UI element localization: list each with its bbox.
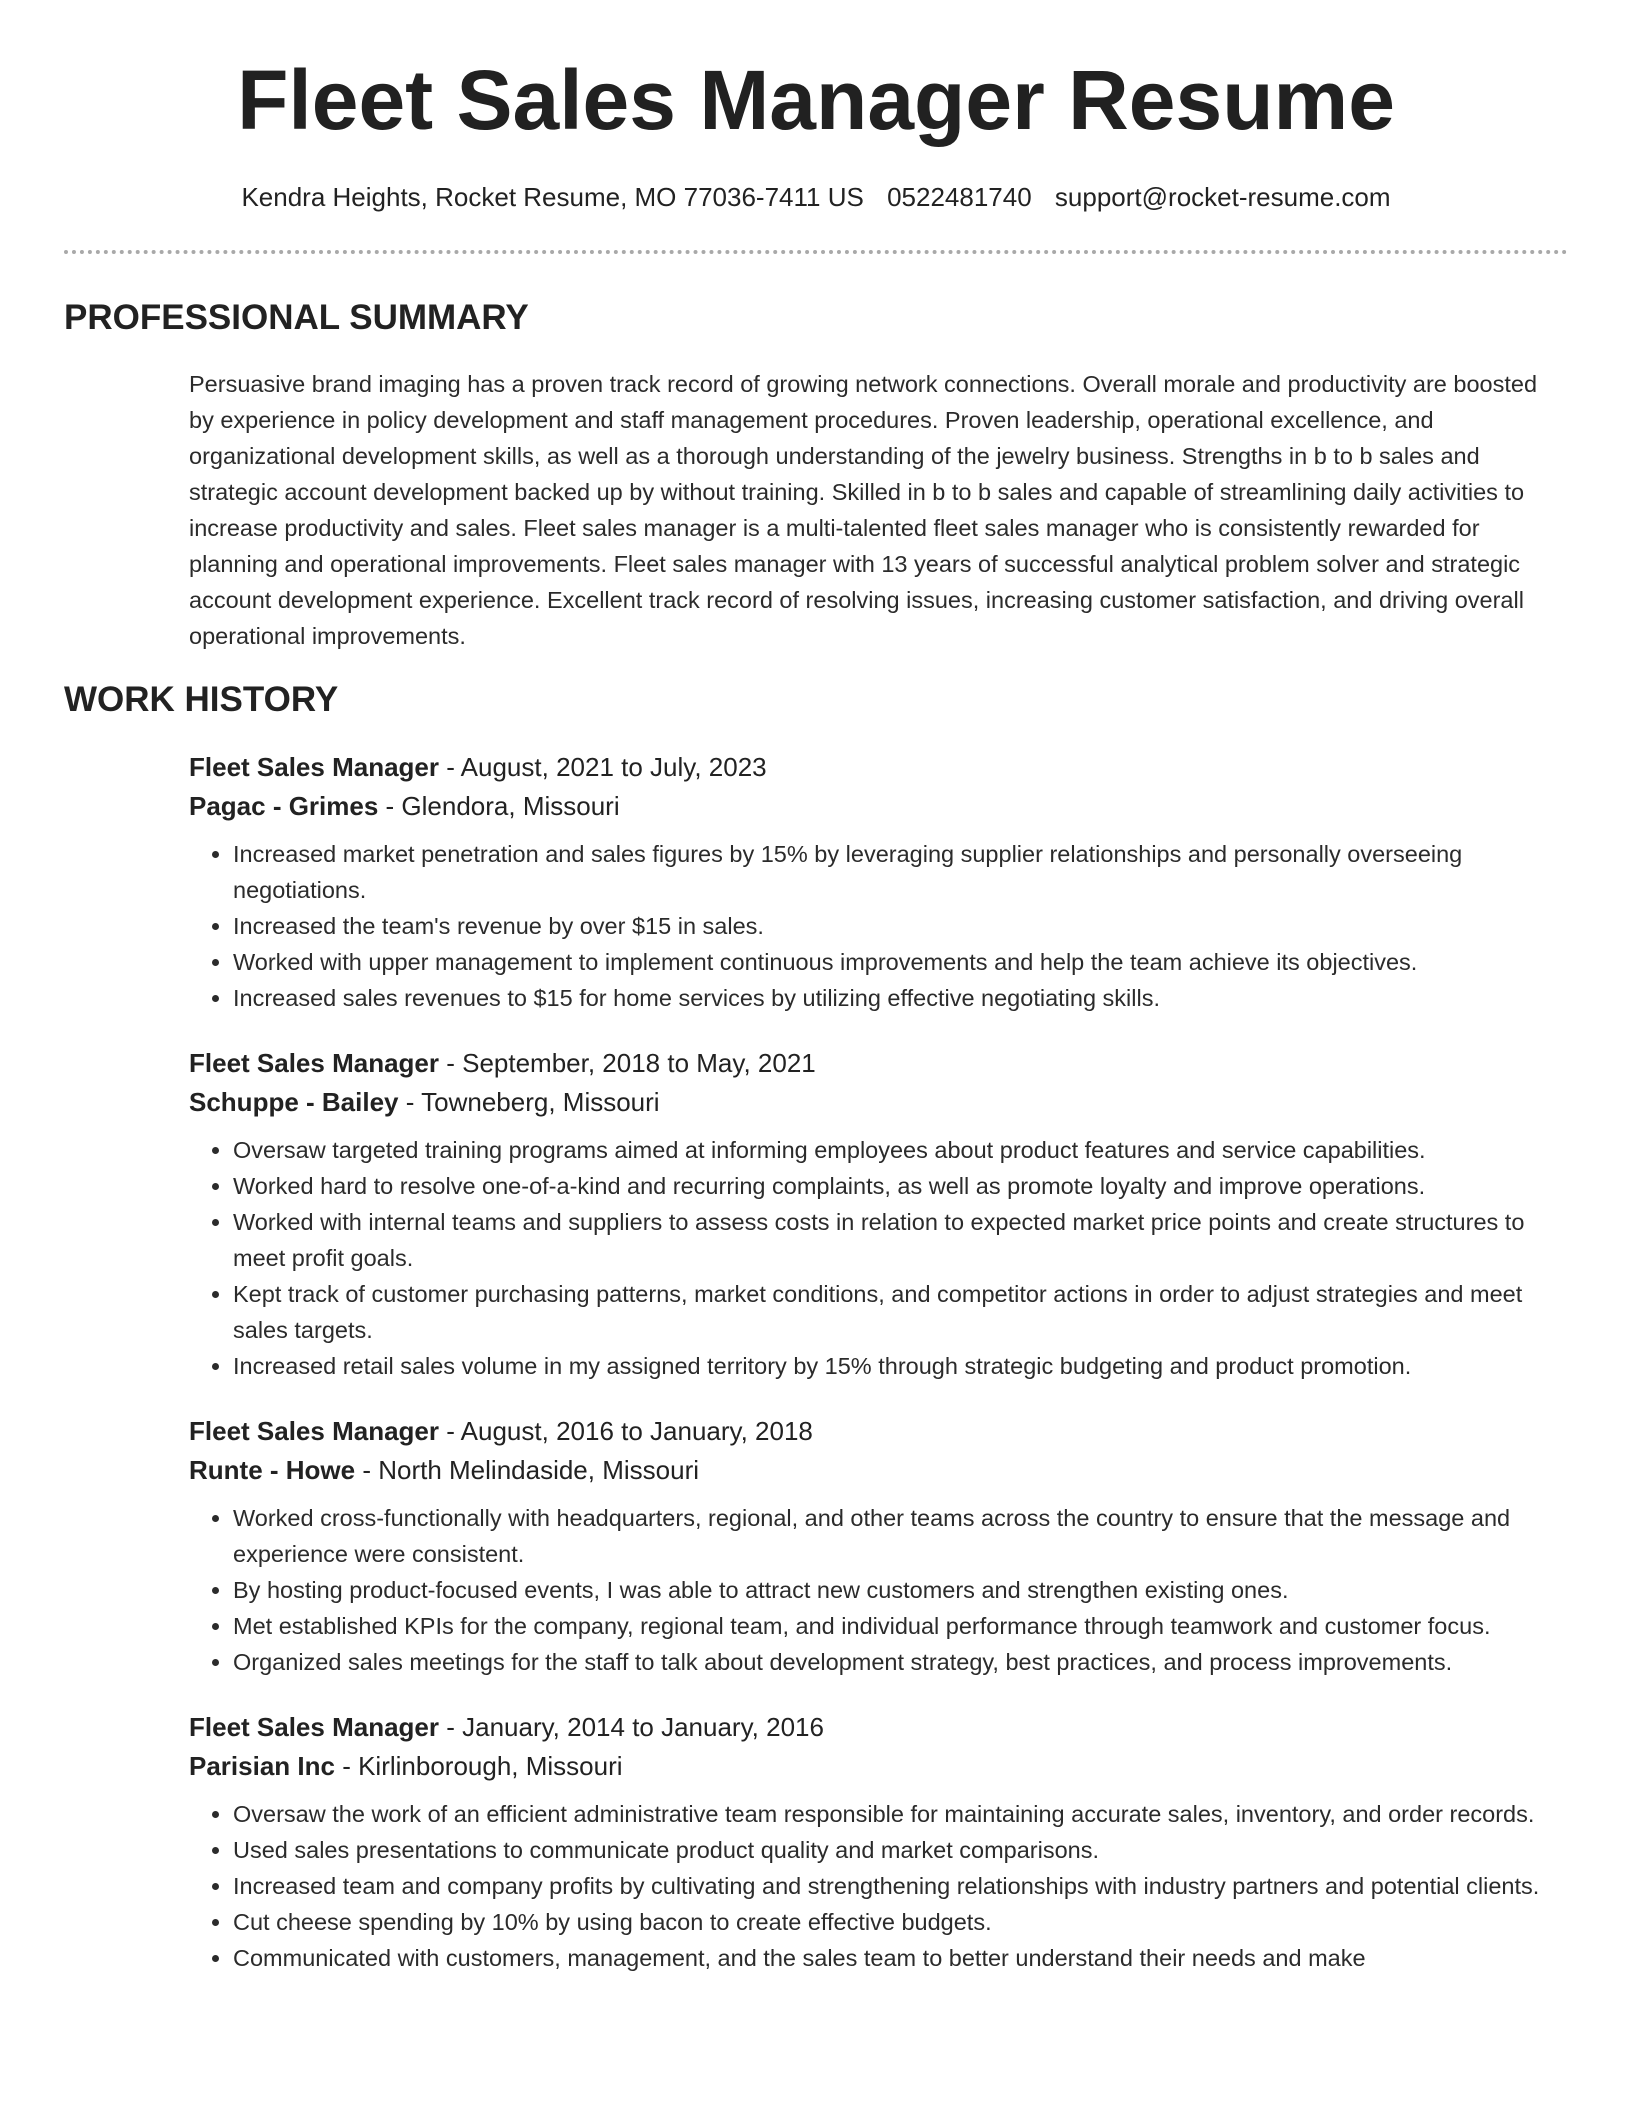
contact-phone: 0522481740 (887, 182, 1032, 212)
job-bullet: • Increased team and company profits by cultivating and strengthening relationships with industry partners and potential clients. (233, 1868, 1567, 1904)
work-history-heading: WORK HISTORY (64, 680, 339, 719)
job-location: Kirlinborough, Missouri (358, 1751, 623, 1781)
job-company-separator: - (355, 1455, 379, 1485)
job-location: North Melindaside, Missouri (378, 1455, 700, 1485)
job-bullet: • Worked cross-functionally with headquarters, regional, and other teams across the country to ensure that the message and experience were consistent. (233, 1500, 1567, 1572)
job-company-line (189, 1083, 1567, 1122)
job-company-separator: - (378, 791, 402, 821)
job-title: Fleet Sales Manager (189, 1416, 439, 1446)
job-bullet: • Used sales presentations to communicate product quality and market comparisons. (233, 1832, 1567, 1868)
job-title: Fleet Sales Manager (189, 752, 439, 782)
resume-title: Fleet Sales Manager Resume (237, 53, 1395, 147)
job-bullet-list (189, 1132, 1567, 1384)
job-bullet: • Increased market penetration and sales figures by 15% by leveraging supplier relationships and personally overseeing negotiations. (233, 836, 1567, 908)
job-bullet: • Worked hard to resolve one-of-a-kind and recurring complaints, as well as promote loyalty and improve operations. (233, 1168, 1567, 1204)
job-company: Schuppe - Bailey (189, 1087, 399, 1117)
job-bullet: • Worked with internal teams and suppliers to assess costs in relation to expected market price points and create structures to meet profit goals. (233, 1204, 1567, 1276)
job-title-line (189, 748, 1567, 787)
job-entry (189, 1412, 1567, 1680)
job-company-separator: - (334, 1751, 359, 1781)
job-location: Glendora, Missouri (401, 791, 620, 821)
job-bullet: • Increased retail sales volume in my assigned territory by 15% through strategic budgeting and product promotion. (233, 1348, 1567, 1384)
job-title-line (189, 1708, 1567, 1747)
professional-summary-heading: PROFESSIONAL SUMMARY (64, 298, 529, 337)
header-divider (64, 250, 1568, 254)
job-bullet: • Communicated with customers, management, and the sales team to better understand their needs and make (233, 1940, 1567, 1976)
job-title-separator: - (439, 1416, 461, 1446)
job-company-line (189, 787, 1567, 826)
contact-info (0, 182, 1632, 213)
job-bullet: • Kept track of customer purchasing patterns, market conditions, and competitor actions in order to adjust strategies and meet sales targets. (233, 1276, 1567, 1348)
job-bullet: • Worked with upper management to implement continuous improvements and help the team achieve its objectives. (233, 944, 1567, 980)
job-bullet-list (189, 1500, 1567, 1680)
job-company: Runte - Howe (189, 1455, 356, 1485)
job-entry (189, 1708, 1567, 1976)
job-company-separator: - (398, 1087, 422, 1117)
contact-email: support@rocket-resume.com (1054, 182, 1391, 212)
job-title: Fleet Sales Manager (189, 1048, 439, 1078)
job-company: Parisian Inc (189, 1751, 335, 1781)
job-dates: August, 2021 to July, 2023 (460, 752, 767, 782)
work-history-list (189, 748, 1567, 2004)
job-title-line (189, 1044, 1567, 1083)
job-bullet-list (189, 1796, 1567, 1976)
job-entry (189, 1044, 1567, 1384)
job-dates: August, 2016 to January, 2018 (460, 1416, 813, 1446)
job-bullet: • Increased the team's revenue by over $15 in sales. (233, 908, 1567, 944)
job-bullet: • Oversaw the work of an efficient administrative team responsible for maintaining accurate sales, inventory, and order records. (233, 1796, 1567, 1832)
contact-address: Kendra Heights, Rocket Resume, MO 77036-7411 US (241, 182, 864, 212)
job-bullet: • By hosting product-focused events, I was able to attract new customers and strengthen existing ones. (233, 1572, 1567, 1608)
job-bullet-list (189, 836, 1567, 1016)
job-bullet: • Increased sales revenues to $15 for home services by utilizing effective negotiating skills. (233, 980, 1567, 1016)
job-company-line (189, 1451, 1567, 1490)
job-bullet: • Cut cheese spending by 10% by using bacon to create effective budgets. (233, 1904, 1567, 1940)
job-location: Towneberg, Missouri (421, 1087, 660, 1117)
job-title-separator: - (439, 1048, 463, 1078)
job-company: Pagac - Grimes (189, 791, 379, 821)
job-bullet: • Oversaw targeted training programs aimed at informing employees about product features and service capabilities. (233, 1132, 1567, 1168)
job-company-line (189, 1747, 1567, 1786)
job-title-line (189, 1412, 1567, 1451)
job-dates: January, 2014 to January, 2016 (462, 1712, 824, 1742)
job-dates: September, 2018 to May, 2021 (462, 1048, 816, 1078)
job-title-separator: - (439, 752, 461, 782)
job-title-separator: - (439, 1712, 463, 1742)
job-entry (189, 748, 1567, 1016)
job-title: Fleet Sales Manager (189, 1712, 439, 1742)
job-bullet: • Met established KPIs for the company, regional team, and individual performance through teamwork and customer focus. (233, 1608, 1567, 1644)
professional-summary-text: Persuasive brand imaging has a proven track record of growing network connections. Overall morale and productivity are boosted by experience in policy development and staff management procedures. Proven leadership, operational excellence, and organizational development skills, as well as a thorough understanding of the jewelry business. Strengths in b to b sales and strategic account development backed up by without training. Skilled in b to b sales and capable of streamlining daily activities to increase productivity and sales. Fleet sales manager is a multi-talented fleet sales manager who is consistently rewarded for planning and operational improvements. Fleet sales manager with 13 years of successful analytical problem solver and strategic account development experience. Excellent track record of resolving issues, increasing customer satisfaction, and driving overall operational improvements. (189, 371, 1538, 649)
job-bullet: • Organized sales meetings for the staff to talk about development strategy, best practices, and process improvements. (233, 1644, 1567, 1680)
